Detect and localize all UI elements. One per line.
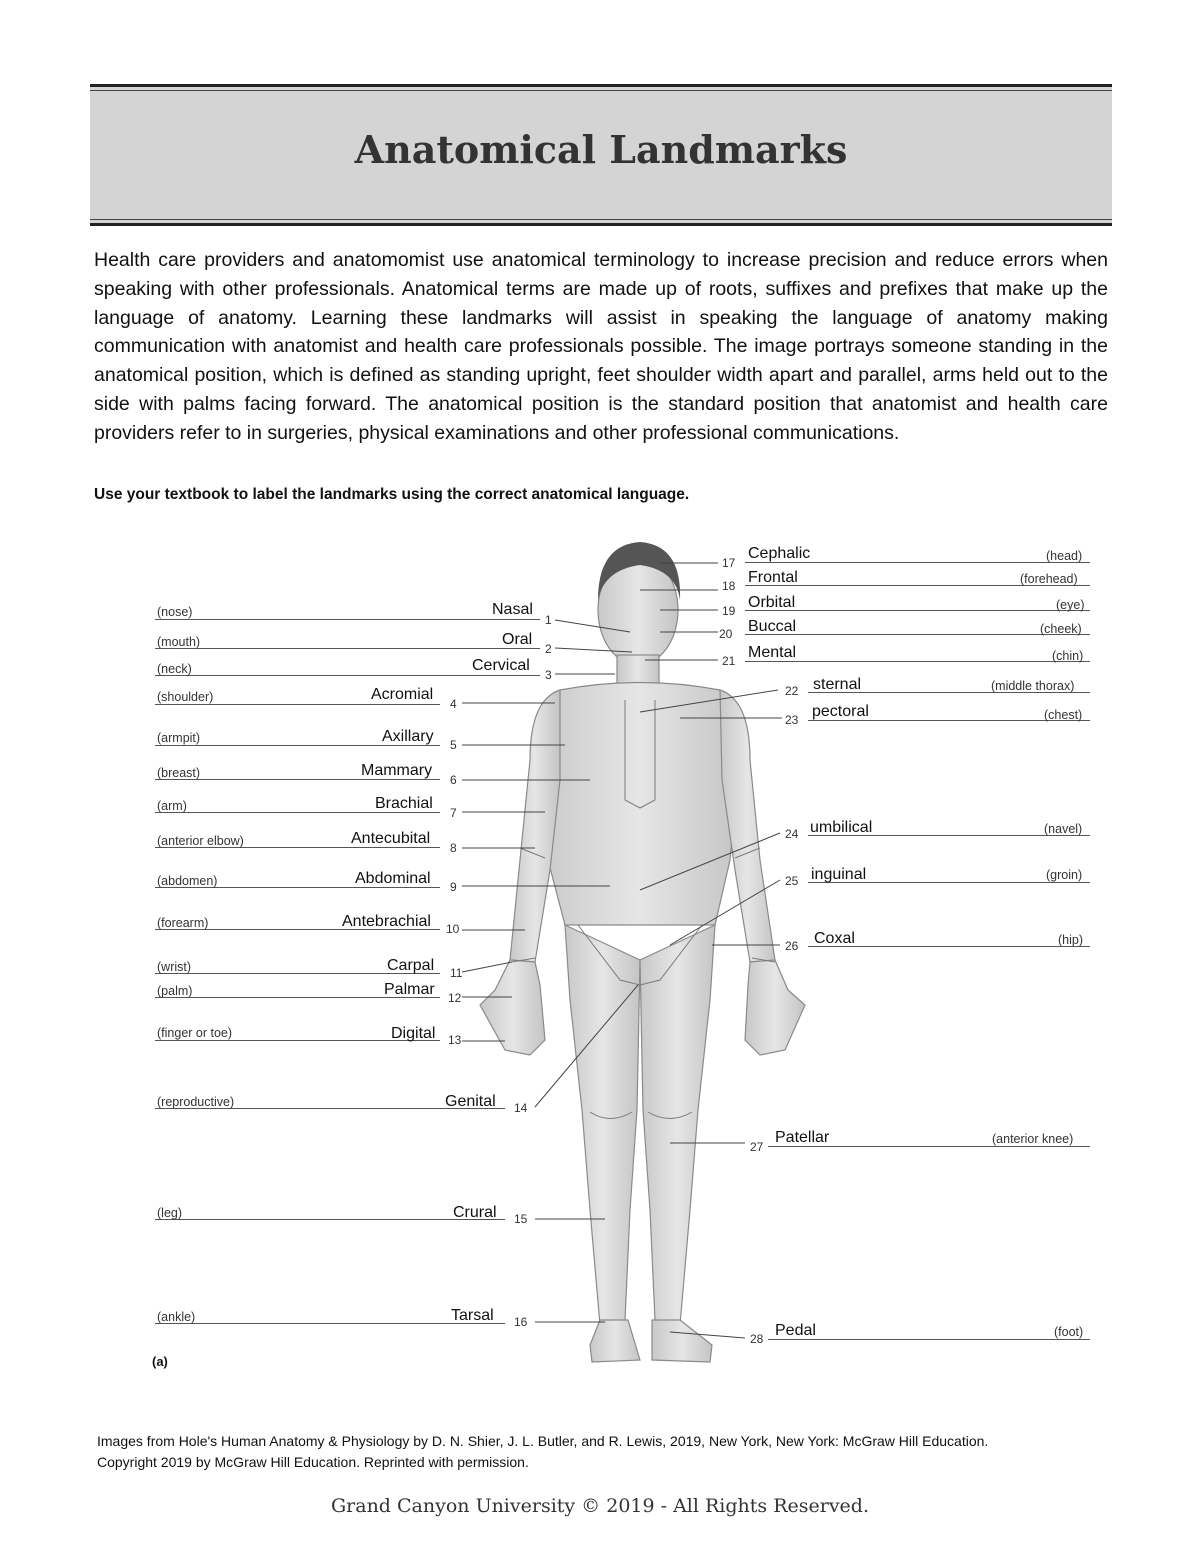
landmark-term: inguinal xyxy=(811,866,867,883)
landmark-number: 21 xyxy=(722,654,736,668)
landmark-number: 20 xyxy=(719,627,733,641)
intro-paragraph: Health care providers and anatomomist use anatomical terminology to increase precision and reduce errors when speaking with other professionals. Anatomical terms are made up of roots, suffixes and prefixes that make up the language of anatomy. Learning these landmarks will assist in speaking the language of anatomy making communication with anatomist and health care professionals possible. The image portrays someone standing in the anatomical position, which is defined as standing upright, feet shoulder width apart and parallel, arms held out to the side with palms facing forward. The anatomical position is the standard position that anatomist and health care providers refer to in surgeries, physical examinations and other professional communications. xyxy=(94,249,1108,444)
region-hint: (armpit) xyxy=(157,731,201,745)
region-hint: (ankle) xyxy=(157,1310,196,1324)
landmark-number: 4 xyxy=(450,697,457,711)
landmark-number: 15 xyxy=(514,1212,528,1226)
landmark-number: 16 xyxy=(514,1315,528,1329)
region-hint: (hip) xyxy=(1058,933,1084,947)
landmark-term: pectoral xyxy=(812,703,869,720)
landmark-number: 5 xyxy=(450,738,457,752)
region-hint: (chin) xyxy=(1052,649,1084,663)
landmark-number: 24 xyxy=(785,827,799,841)
region-hint: (navel) xyxy=(1044,822,1083,836)
landmark-number: 18 xyxy=(722,579,736,593)
footer-copyright: Grand Canyon University © 2019 - All Rights Reserved. xyxy=(330,1495,870,1517)
landmark-number: 6 xyxy=(450,773,457,787)
landmark-number: 22 xyxy=(785,684,799,698)
landmark-term: Coxal xyxy=(814,930,855,947)
citation-line-1: Images from Hole's Human Anatomy & Physiology by D. N. Shier, J. L. Butler, and R. Lewis, 2019, New York, New York: McGraw Hill Education. xyxy=(97,1433,989,1449)
region-hint: (wrist) xyxy=(157,960,192,974)
landmark-number: 19 xyxy=(722,604,736,618)
landmark-term: Carpal xyxy=(387,957,435,974)
landmark-term: Pedal xyxy=(775,1322,816,1339)
landmark-number: 11 xyxy=(450,966,463,980)
figure-left-leg xyxy=(565,925,640,1325)
region-hint: (nose) xyxy=(157,605,193,619)
landmark-term: Mammary xyxy=(361,762,433,779)
figure-left-foot xyxy=(590,1320,640,1362)
region-hint: (neck) xyxy=(157,662,192,676)
landmark-term: Oral xyxy=(502,631,533,648)
citation xyxy=(97,1431,988,1473)
region-hint: (chest) xyxy=(1044,708,1083,722)
region-hint: (eye) xyxy=(1056,598,1085,612)
landmark-term: Frontal xyxy=(748,569,798,586)
region-hint: (finger or toe) xyxy=(157,1026,233,1040)
landmark-number: 2 xyxy=(545,642,552,656)
landmark-number: 8 xyxy=(450,841,457,855)
landmark-term: Genital xyxy=(445,1093,496,1110)
region-hint: (reproductive) xyxy=(157,1095,235,1109)
region-hint: (anterior elbow) xyxy=(157,834,244,848)
region-hint: (breast) xyxy=(157,766,201,780)
landmark-term: Brachial xyxy=(375,795,433,812)
figure-label: (a) xyxy=(152,1354,168,1369)
landmark-number: 12 xyxy=(448,991,462,1005)
landmark-number: 28 xyxy=(750,1332,764,1346)
landmark-term: Mental xyxy=(748,644,797,661)
instruction-text: Use your textbook to label the landmarks using the correct anatomical language. xyxy=(94,486,690,503)
region-hint: (shoulder) xyxy=(157,690,214,704)
landmark-number: 7 xyxy=(450,806,457,820)
landmark-number: 26 xyxy=(785,939,799,953)
landmark-number: 23 xyxy=(785,713,799,727)
region-hint: (palm) xyxy=(157,984,193,998)
region-hint: (arm) xyxy=(157,799,187,813)
region-hint: (cheek) xyxy=(1040,622,1082,636)
landmark-number: 3 xyxy=(545,668,552,682)
landmark-number: 25 xyxy=(785,874,799,888)
landmark-number: 1 xyxy=(545,613,552,627)
region-hint: (head) xyxy=(1046,549,1083,563)
landmark-term: Patellar xyxy=(775,1129,830,1146)
figure-right-hand xyxy=(745,960,805,1055)
landmark-term: Antebrachial xyxy=(342,913,431,930)
region-hint: (abdomen) xyxy=(157,874,218,888)
region-hint: (leg) xyxy=(157,1206,183,1220)
landmark-number: 13 xyxy=(448,1033,462,1047)
region-hint: (anterior knee) xyxy=(992,1132,1074,1146)
landmark-number: 9 xyxy=(450,880,457,894)
landmark-term: Digital xyxy=(391,1025,436,1042)
landmark-number: 27 xyxy=(750,1140,764,1154)
page-title: Anatomical Landmarks xyxy=(354,127,848,172)
landmark-term: Orbital xyxy=(748,594,796,611)
region-hint: (foot) xyxy=(1054,1325,1084,1339)
landmark-term: Acromial xyxy=(371,686,434,703)
landmark-term: Crural xyxy=(453,1204,497,1221)
figure-left-arm xyxy=(510,690,560,962)
figure-right-arm xyxy=(720,690,775,962)
landmark-term: Cervical xyxy=(472,657,530,674)
region-hint: (groin) xyxy=(1046,868,1083,882)
citation-line-2: Copyright 2019 by McGraw Hill Education. Reprinted with permission. xyxy=(97,1454,529,1470)
landmark-term: Cephalic xyxy=(748,545,811,562)
landmark-term: umbilical xyxy=(810,819,873,836)
region-hint: (forehead) xyxy=(1020,572,1078,586)
region-hint: (middle thorax) xyxy=(991,679,1075,693)
figure-torso xyxy=(535,683,742,926)
landmark-term: Abdominal xyxy=(355,870,431,887)
region-hint: (forearm) xyxy=(157,916,209,930)
landmark-term: Axillary xyxy=(382,728,434,745)
landmark-term: Antecubital xyxy=(351,830,431,847)
landmark-term: Tarsal xyxy=(451,1307,494,1324)
landmark-term: Nasal xyxy=(492,601,533,618)
landmark-number: 17 xyxy=(722,556,736,570)
landmark-term: sternal xyxy=(813,676,862,693)
landmark-term: Palmar xyxy=(384,981,435,998)
figure-right-leg xyxy=(640,925,715,1325)
landmark-term: Buccal xyxy=(748,618,797,635)
landmark-number: 10 xyxy=(446,922,460,936)
region-hint: (mouth) xyxy=(157,635,201,649)
landmark-number: 14 xyxy=(514,1101,528,1115)
figure-right-foot xyxy=(652,1320,712,1362)
